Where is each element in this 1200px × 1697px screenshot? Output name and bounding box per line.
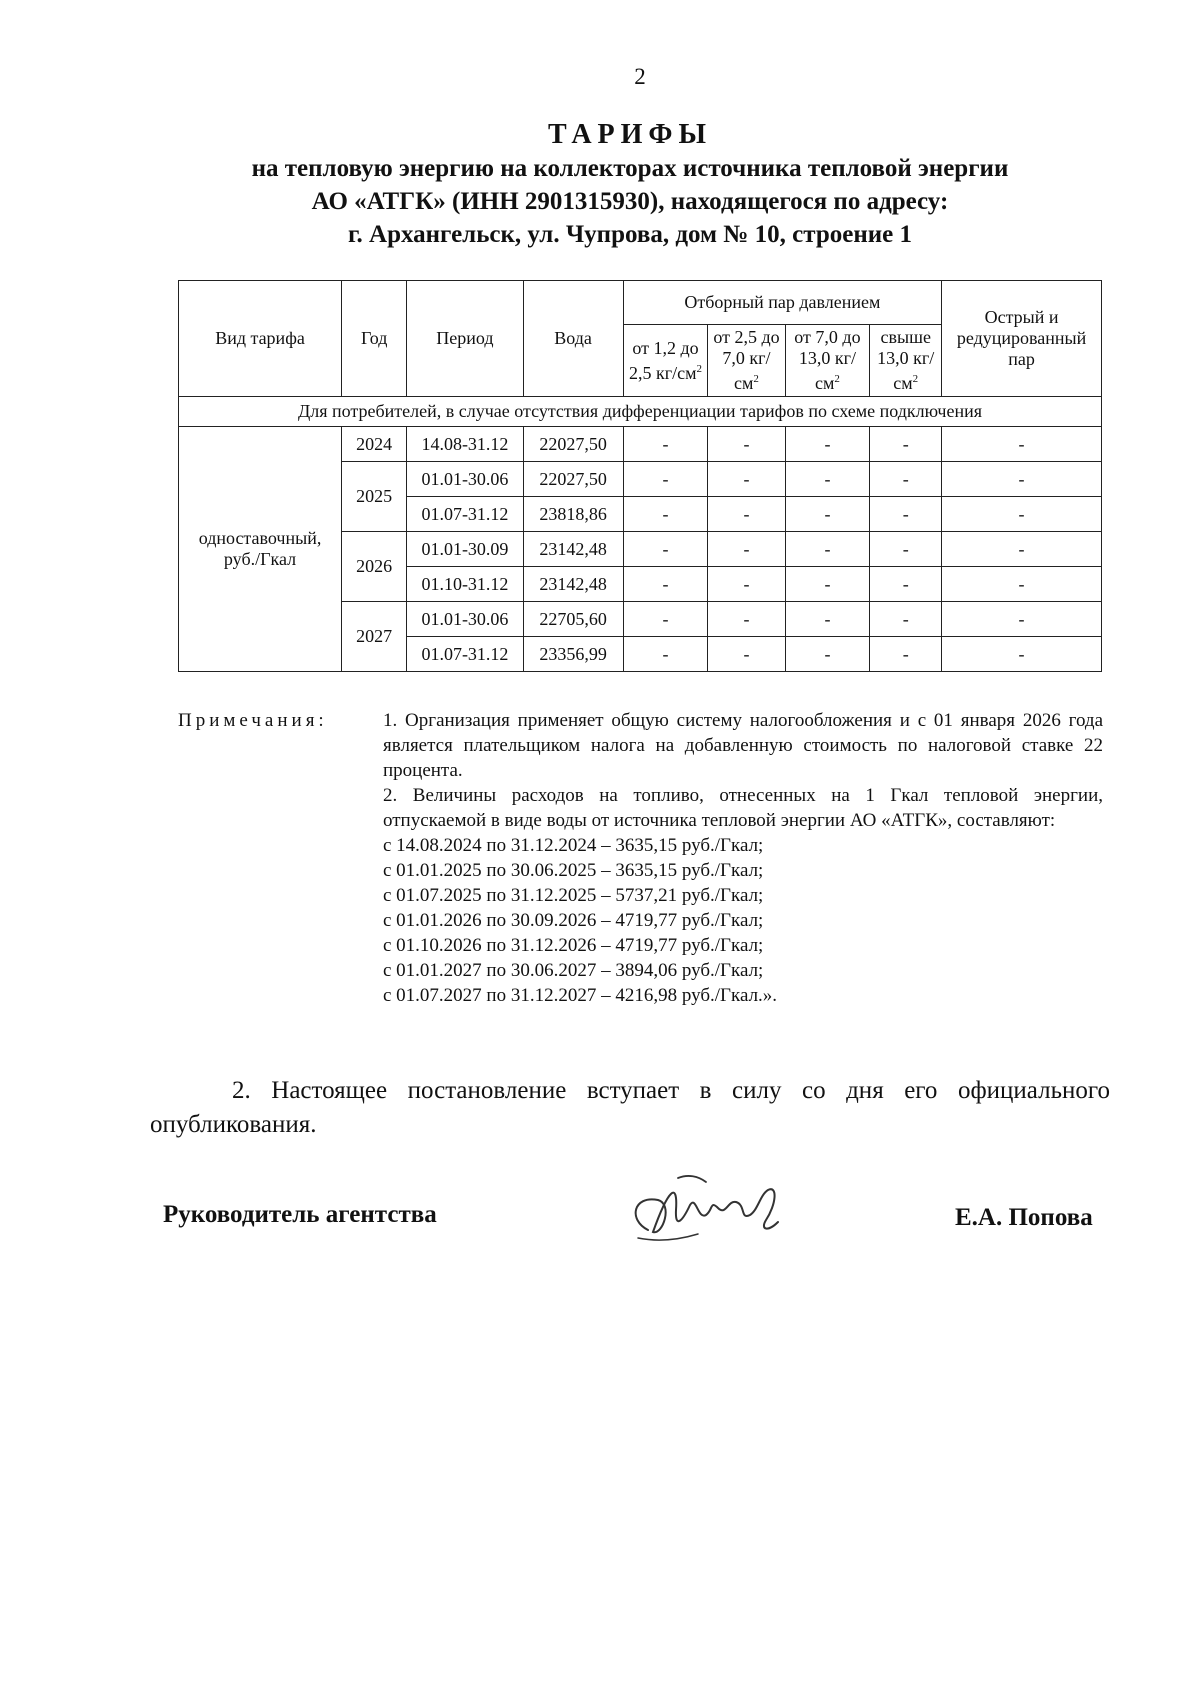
year-cell: 2027 [342, 602, 407, 672]
period-cell: 01.07-31.12 [407, 497, 523, 532]
section-label: Для потребителей, в случае отсутствия дифференциации тарифов по схеме подключения [179, 397, 1102, 427]
notes-body [383, 708, 1103, 1008]
value-cell: - [870, 637, 942, 672]
water-cell: 23142,48 [523, 567, 623, 602]
value-cell: - [942, 637, 1102, 672]
page-number: 2 [634, 64, 646, 89]
value-cell: - [942, 462, 1102, 497]
value-cell: - [623, 427, 708, 462]
header-tariff-type: Вид тарифа [179, 281, 342, 397]
header-sharp-steam: Острый и редуцированный пар [942, 281, 1102, 397]
value-cell: - [623, 532, 708, 567]
header-steam-col-4: свыше 13,0 $кг/см^2$ [870, 325, 942, 397]
value-cell: - [870, 567, 942, 602]
value-cell: - [785, 602, 870, 637]
fuel-cost-line: с 01.07.2027 по 31.12.2027 – 4216,98 руб./Гкал.». [383, 985, 778, 1006]
fuel-cost-line: с 01.10.2026 по 31.12.2026 – 4719,77 руб./Гкал; [383, 935, 764, 956]
fuel-cost-line: с 01.01.2027 по 30.06.2027 – 3894,06 руб./Гкал; [383, 960, 764, 981]
value-cell: - [870, 532, 942, 567]
value-cell: - [708, 497, 785, 532]
period-cell: 01.01-30.06 [407, 602, 523, 637]
value-cell: - [785, 567, 870, 602]
period-cell: 01.01-30.06 [407, 462, 523, 497]
fuel-cost-line: с 14.08.2024 по 31.12.2024 – 3635,15 руб./Гкал; [383, 835, 764, 856]
value-cell: - [870, 497, 942, 532]
value-cell: - [623, 637, 708, 672]
water-cell: 22705,60 [523, 602, 623, 637]
value-cell: - [708, 637, 785, 672]
value-cell: - [708, 602, 785, 637]
value-cell: - [870, 602, 942, 637]
period-cell: 14.08-31.12 [407, 427, 523, 462]
period-cell: 01.07-31.12 [407, 637, 523, 672]
title-line-3: г. Архангельск, ул. Чупрова, дом № 10, строение 1 [347, 221, 913, 248]
value-cell: - [708, 532, 785, 567]
signer-name: Е.А. Попова [955, 1204, 1093, 1231]
signer-position: Руководитель агентства [163, 1201, 437, 1228]
water-cell: 22027,50 [523, 427, 623, 462]
header-steam-col-1: от 1,2 до 2,5 $кг/см^2$ [623, 325, 708, 397]
year-cell: 2025 [342, 462, 407, 532]
header-steam-col-3: от 7,0 до 13,0 $кг/см^2$ [785, 325, 870, 397]
value-cell: - [942, 532, 1102, 567]
value-cell: - [785, 637, 870, 672]
handwritten-signature [618, 1160, 798, 1260]
notes-label: Примечания: [178, 710, 328, 731]
value-cell: - [870, 427, 942, 462]
value-cell: - [785, 532, 870, 567]
fuel-cost-line: с 01.01.2026 по 30.09.2026 – 4719,77 руб./Гкал; [383, 910, 764, 931]
title-main: ТАРИФЫ [548, 119, 712, 150]
value-cell: - [708, 427, 785, 462]
header-water: Вода [523, 281, 623, 397]
fuel-cost-line: с 01.07.2025 по 31.12.2025 – 5737,21 руб./Гкал; [383, 885, 764, 906]
value-cell: - [623, 497, 708, 532]
value-cell: - [785, 427, 870, 462]
title-line-1: на тепловую энергию на коллекторах источника тепловой энергии [251, 155, 1009, 182]
title-line-2: АО «АТГК» (ИНН 2901315930), находящегося по адресу: [311, 188, 949, 215]
table-row [179, 427, 1102, 462]
water-cell: 22027,50 [523, 462, 623, 497]
year-cell: 2024 [342, 427, 407, 462]
header-year: Год [342, 281, 407, 397]
value-cell: - [623, 602, 708, 637]
document-title [150, 118, 1110, 251]
period-cell: 01.01-30.09 [407, 532, 523, 567]
period-cell: 01.10-31.12 [407, 567, 523, 602]
note-1: 1. Организация применяет общую систему налогообложения и с 01 января 2026 года является плательщиком налога на добавленную стоимость по налоговой ставке 22 процента. [383, 710, 1103, 781]
value-cell: - [785, 462, 870, 497]
value-cell: - [623, 462, 708, 497]
value-cell: - [870, 462, 942, 497]
note-2: 2. Величины расходов на топливо, отнесенных на 1 Гкал тепловой энергии, отпускаемой в виде воды от источника тепловой энергии АО «АТГК», составляют: [383, 785, 1103, 831]
value-cell: - [942, 602, 1102, 637]
header-steam-group: Отборный пар давлением [623, 281, 942, 325]
water-cell: 23142,48 [523, 532, 623, 567]
year-cell: 2026 [342, 532, 407, 602]
value-cell: - [942, 497, 1102, 532]
header-period: Период [407, 281, 523, 397]
value-cell: - [942, 567, 1102, 602]
fuel-cost-line: с 01.01.2025 по 30.06.2025 – 3635,15 руб./Гкал; [383, 860, 764, 881]
value-cell: - [708, 567, 785, 602]
value-cell: - [785, 497, 870, 532]
tariff-type-value: одноставочный, руб./Гкал [179, 427, 342, 672]
tariff-table [178, 280, 1102, 672]
decree-paragraph: 2. Настоящее постановление вступает в силу со дня его официального опубликования. [150, 1077, 1110, 1138]
water-cell: 23818,86 [523, 497, 623, 532]
value-cell: - [708, 462, 785, 497]
value-cell: - [942, 427, 1102, 462]
header-steam-col-2: от 2,5 до 7,0 $кг/см^2$ [708, 325, 785, 397]
value-cell: - [623, 567, 708, 602]
water-cell: 23356,99 [523, 637, 623, 672]
